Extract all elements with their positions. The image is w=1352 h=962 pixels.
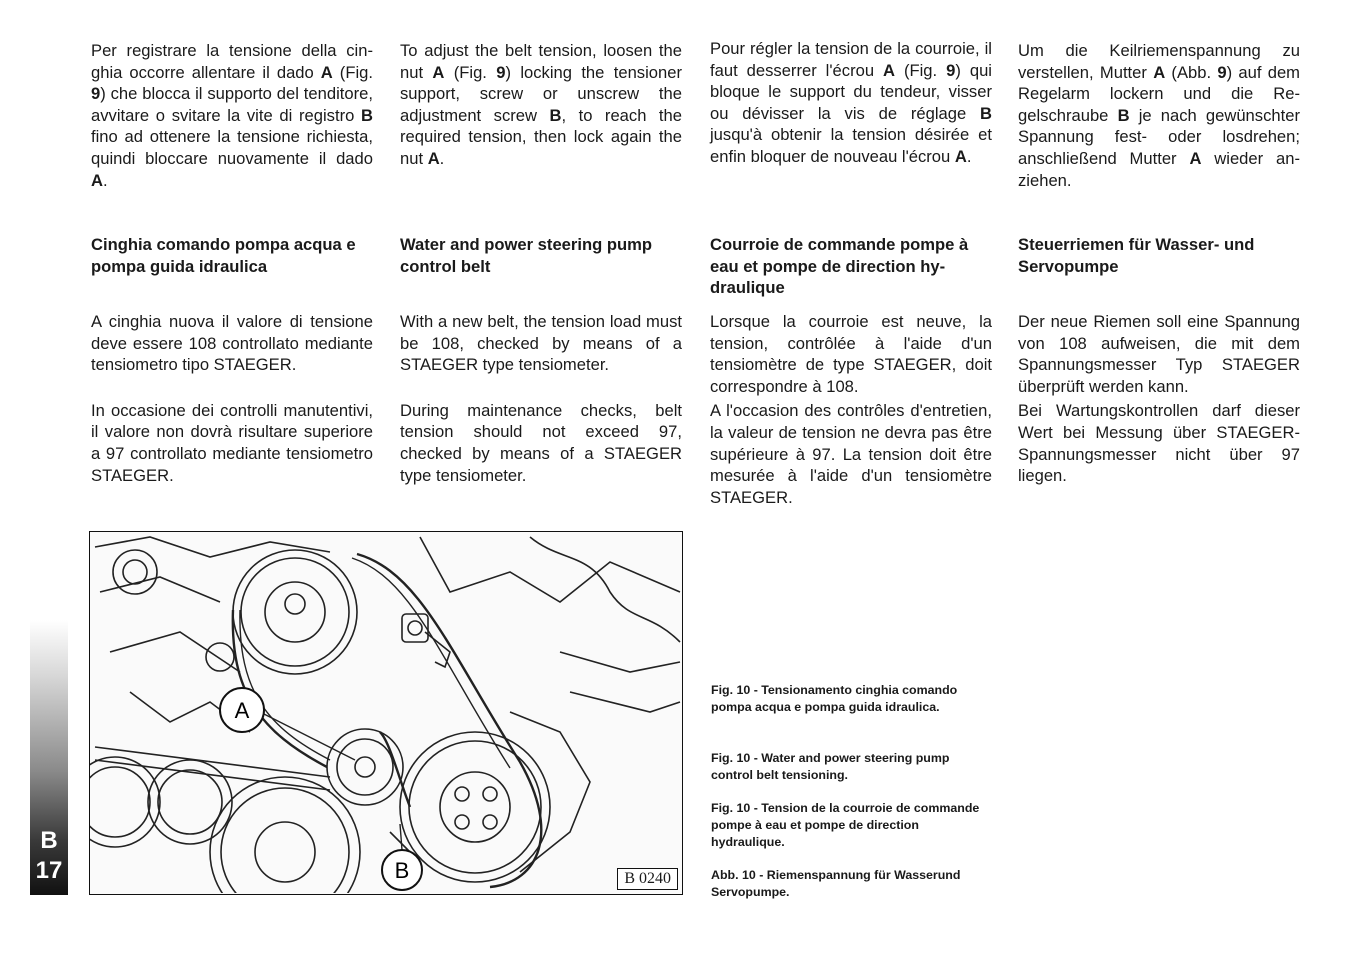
tension-new-paragraph: Lorsque la courroie est neuve, la tension, contrôlée à l'aide d'un tensiomètre de type STAEGER, doit correspondre à 108. [710,312,992,396]
caption-en: Fig. 10 - Water and power steering pump control belt tensioning. [711,751,950,782]
figure-code: B 0240 [617,868,678,890]
tension-maintenance-paragraph: A l'occasion des contrôles d'entretien, la valeur de tension ne devra pas être supérieure à 97. La tension doit être mesurée à l'aide d'un tensiomètre STAEGER. [710,401,992,507]
heading-de-wrap [1018,234,1300,277]
body-de [1018,311,1300,487]
tension-maintenance-paragraph: In occasione dei controlli manutentivi, il valore non dovrà risultare superiore a 97 controllato mediante tensiometro STAEGER. [91,400,373,485]
belt-tension-figure [89,531,683,895]
intro-paragraph: Um die Keilriemenspannung zu verstellen, Mutter A (Abb. 9) auf dem Regelarm lockern und die Regelschraube B je nach gewünschter Spannung fest- oder losdrehen; anschließend Mutter A wieder anziehen. [1018,41,1300,190]
body-en [400,311,682,486]
caption-it: Fig. 10 - Tensionamento cinghia comando pompa acqua e pompa guida idraulica. [711,683,958,714]
section-heading: Courroie de commande pompe à eau et pompe de direction hydraulique [710,235,969,298]
tension-new-paragraph: With a new belt, the tension load must be 108, checked by means of a STAEGER type tensiometer. [400,312,682,375]
intro-paragraph: Pour régler la tension de la courroie, il faut desserrer l'écrou A (Fig. 9) qui bloque le support du tendeur, visser ou dévisser la vis de réglage B jusqu'à obtenir la tension désirée et enfin bloquer de nouveau l'écrou A. [710,39,992,166]
column-it [91,40,373,191]
label-b: B [394,858,410,883]
engine-belt-drawing [90,532,681,893]
page-number: 17 [35,857,63,884]
tension-maintenance-paragraph: Bei Wartungskontrollen darf dieser Wert bei Messung über STAEGER-Spannungsmesser nicht über 97 liegen. [1018,401,1300,486]
intro-paragraph: To adjust the belt tension, loosen the nut A (Fig. 9) locking the tensioner support, screw or unscrew the adjustment screw B, to reach the required tension, then lock again the nut A. [400,41,682,168]
section-letter: B [40,827,58,854]
body-it [91,311,373,486]
heading-fr-wrap [710,234,992,299]
tension-new-paragraph: Der neue Riemen soll eine Spannung von 108 aufweisen, die mit dem Spannungsmesser Typ STAEGER überprüft werden kann. [1018,312,1300,396]
heading-it-wrap [91,234,373,277]
callout-a [220,688,355,760]
callout-b [382,824,422,890]
section-heading: Cinghia comando pompa acqua e pompa guida idraulica [91,235,356,276]
heading-en-wrap [400,234,682,277]
caption-fr: Fig. 10 - Tension de la courroie de commande pompe à eau et pompe de direction hydraulique. [711,801,980,849]
label-a: A [234,698,250,723]
tension-new-paragraph: A cinghia nuova il valore di tensione deve essere 108 controllato mediante tensiometro tipo STAEGER. [91,312,373,375]
section-heading: Water and power steering pump control belt [400,235,653,276]
column-de [1018,40,1300,191]
section-heading: Steuerriemen für Wasser- und Servopumpe [1018,235,1255,276]
column-fr [710,38,992,168]
tension-maintenance-paragraph: During maintenance checks, belt tension should not exceed 97, checked by means of a STAEGER type tensiometer. [400,400,682,485]
intro-paragraph: Per registrare la tensione della cinghia occorre allentare il dado A (Fig. 9) che blocca il supporto del tenditore, avvitare o svitare la vite di registro B fino ad ottenere la tensione richiesta, quindi bloccare nuovamente il dado A. [91,41,373,190]
caption-de: Abb. 10 - Riemenspannung für Wasserund Servopumpe. [711,868,961,899]
body-fr [710,311,992,508]
column-en [400,40,682,170]
